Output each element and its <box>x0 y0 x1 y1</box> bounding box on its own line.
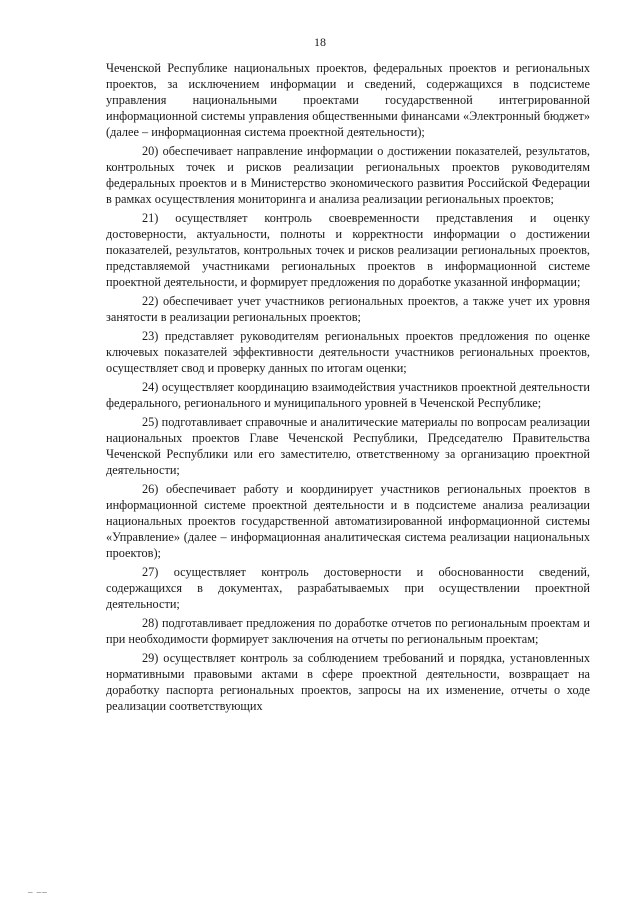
paragraph-item-29: 29) осуществляет контроль за соблюдением требований и порядка, установленных нормативными правовыми актами в сфере проектной деятельности, возвращает на доработку паспорта региональных проектов, запросы на их изменение, отчеты о ходе реализации соответствующих <box>106 651 590 713</box>
paragraph-item-20: 20) обеспечивает направление информации о достижении показателей, результатов, контрольных точек и рисков реализации региональных проектов руководителям федеральных проектов и в Министерство экономического развития Российской Федерации в рамках осуществления мониторинга и анализа реализации региональных проектов; <box>106 144 590 206</box>
paragraph-item-22: 22) обеспечивает учет участников региональных проектов, а также учет их уровня занятости в реализации региональных проектов; <box>106 294 590 324</box>
paragraph-item-26: 26) обеспечивает работу и координирует участников региональных проектов в информационной системе проектной деятельности и в подсистеме анализа реализации национальных проектов государственной автоматизированной информационной системы «Управление» (далее – информационная аналитическая система реализации национальных проектов); <box>106 482 590 560</box>
document-body <box>106 60 590 717</box>
paragraph-item-24: 24) осуществляет координацию взаимодействия участников проектной деятельности федерального, регионального и муниципального уровней в Чеченской Республике; <box>106 380 590 410</box>
paragraph-continuation: Чеченской Республике национальных проектов, федеральных проектов и региональных проектов, за исключением информации и сведений, содержащихся в подсистеме управления национальными проектами государственной интегрированной информационной системы управления общественными финансами «Электронный бюджет» (далее – информационная система проектной деятельности); <box>106 61 590 139</box>
paragraph-item-23: 23) представляет руководителям региональных проектов предложения по оценке ключевых показателей эффективности деятельности участников региональных проектов, осуществляет свод и проверку данных по итогам оценки; <box>106 329 590 375</box>
scan-artifact-mark: – –– <box>28 887 48 897</box>
page-number: 18 <box>314 35 326 49</box>
paragraph-item-27: 27) осуществляет контроль достоверности и обоснованности сведений, содержащихся в документах, разрабатываемых при осуществлении проектной деятельности; <box>106 565 590 611</box>
paragraph-item-21: 21) осуществляет контроль своевременности представления и оценку достоверности, актуальности, полноты и корректности информации о достижении показателей, результатов, контрольных точек и рисков реализации региональных проектов, представляемой участниками региональных проектов в информационной системе проектной деятельности, и формирует предложения по доработке указанной информации; <box>106 211 590 289</box>
paragraph-item-28: 28) подготавливает предложения по доработке отчетов по региональным проектам и при необходимости формирует заключения на отчеты по региональным проектам; <box>106 616 590 646</box>
paragraph-item-25: 25) подготавливает справочные и аналитические материалы по вопросам реализации национальных проектов Главе Чеченской Республики, Председателю Правительства Чеченской Республики или его заместителю, ответственному за организацию проектной деятельности; <box>106 415 590 477</box>
